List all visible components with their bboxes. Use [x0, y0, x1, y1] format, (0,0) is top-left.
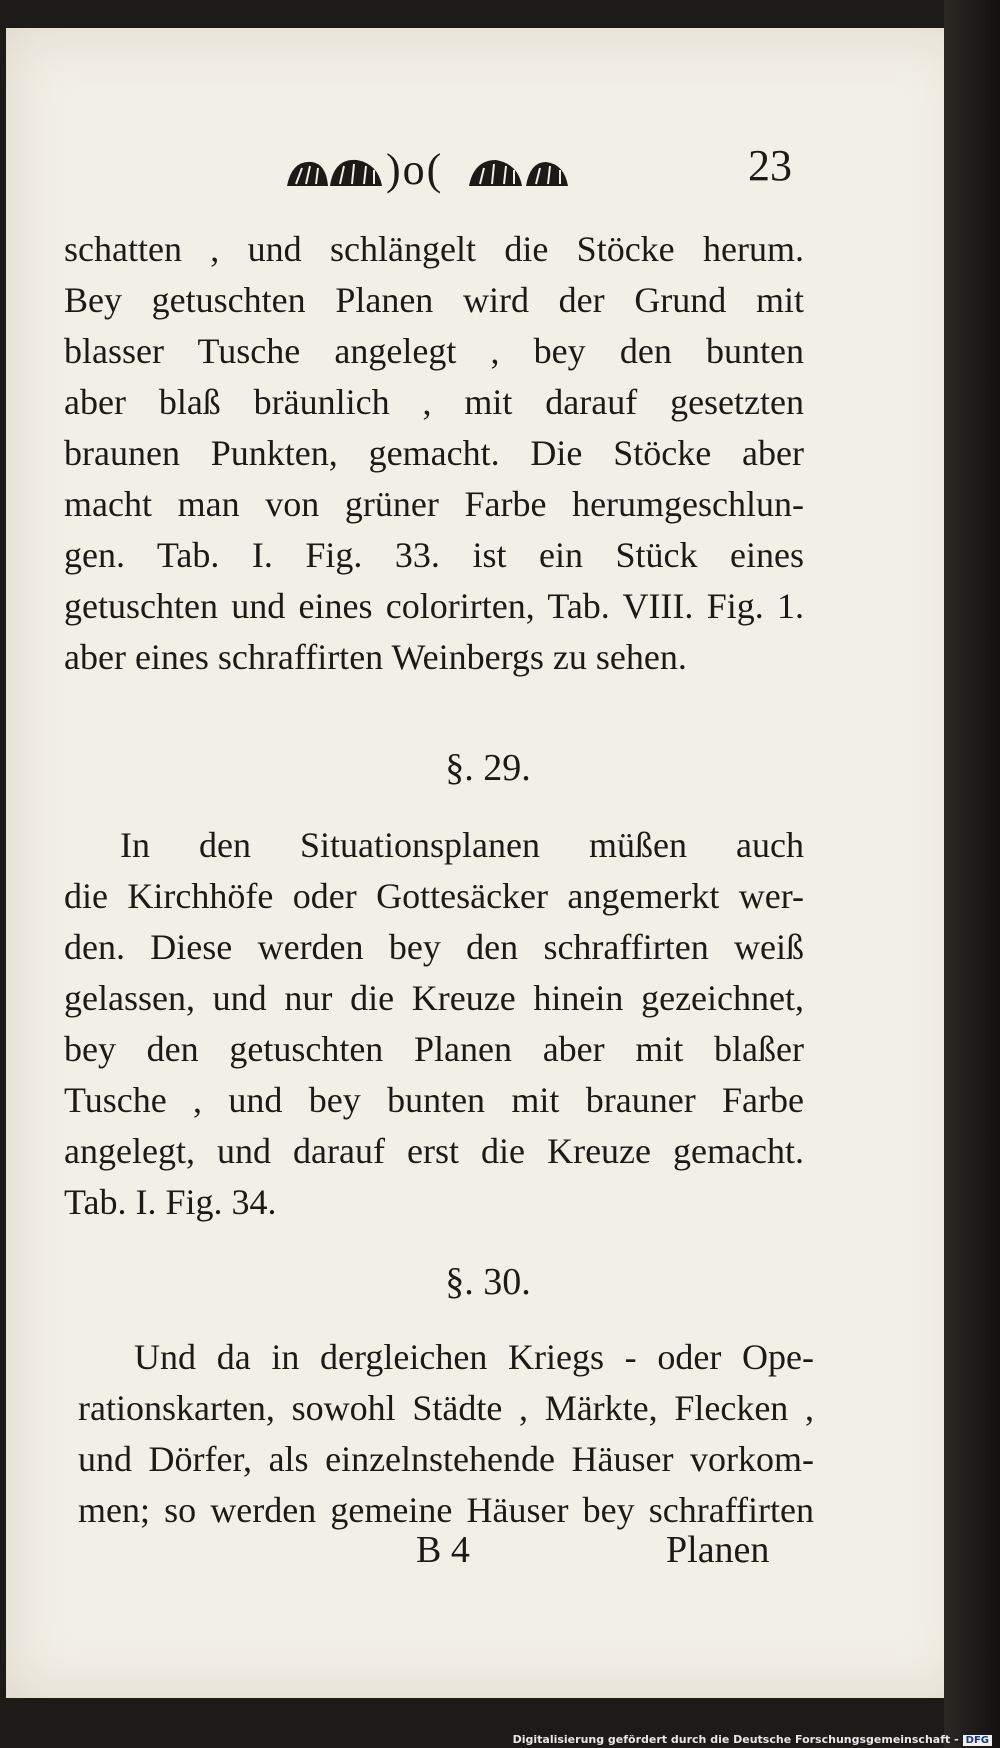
- signature-mark: B 4: [416, 1529, 470, 1571]
- text-line: getuschten und eines colorirten, Tab. VIII. Fig. 1.: [64, 586, 804, 626]
- digitization-credit: [513, 1733, 992, 1746]
- text-line: Bey getuschten Planen wird der Grund mit: [64, 280, 804, 320]
- section-heading-30: §. 30.: [445, 1261, 531, 1303]
- credit-text: Digitalisierung gefördert durch die Deutsche Forschungsgemeinschaft -: [512, 1733, 959, 1746]
- text-line: die Kirchhöfe oder Gottesäcker angemerkt wer-: [64, 876, 804, 916]
- text-line: schatten , und schlängelt die Stöcke herum.: [64, 229, 804, 269]
- text-line: blasser Tusche angelegt , bey den bunten: [64, 331, 804, 371]
- text-line: den. Diese werden bey den schraffirten weiß: [64, 927, 804, 967]
- text-line: bey den getuschten Planen aber mit blaßer: [64, 1029, 804, 1069]
- text-line: und Dörfer, als einzelnstehende Häuser vorkom-: [78, 1439, 814, 1479]
- book-spine-edge: [944, 0, 1000, 1748]
- catchword: Planen: [666, 1529, 770, 1571]
- text-line: men; so werden gemeine Häuser bey schraffirten: [78, 1490, 814, 1530]
- text-line: braunen Punkten, gemacht. Die Stöcke aber: [64, 433, 804, 473]
- text-line: gelassen, und nur die Kreuze hinein gezeichnet,: [64, 978, 804, 1018]
- text-line: Und da in dergleichen Kriegs - oder Ope-: [134, 1337, 814, 1377]
- text-line: Tab. I. Fig. 34.: [64, 1182, 277, 1222]
- text-line: aber blaß bräunlich , mit darauf gesetzten: [64, 382, 804, 422]
- text-line: angelegt, und darauf erst die Kreuze gemacht.: [64, 1131, 804, 1171]
- left-shell-ornament-icon: [282, 146, 392, 206]
- text-line: In den Situationsplanen müßen auch: [120, 825, 804, 865]
- page-number: 23: [748, 141, 792, 190]
- text-line: aber eines schraffirten Weinbergs zu sehen.: [64, 637, 687, 677]
- paragraph-3: [78, 1332, 814, 1536]
- header-center-ornament: )o(: [386, 145, 444, 194]
- section-heading-29: §. 29.: [445, 747, 531, 789]
- text-line: gen. Tab. I. Fig. 33. ist ein Stück eines: [64, 535, 804, 575]
- paragraph-2: [64, 820, 804, 1228]
- text-line: macht man von grüner Farbe herumgeschlun-: [64, 484, 804, 524]
- paragraph-1: [64, 224, 804, 683]
- text-line: rationskarten, sowohl Städte , Märkte, Flecken ,: [78, 1388, 814, 1428]
- right-shell-ornament-icon: [464, 146, 574, 206]
- book-page: [6, 28, 970, 1698]
- dfg-logo: DFG: [963, 1735, 992, 1746]
- text-line: Tusche , und bey bunten mit brauner Farbe: [64, 1080, 804, 1120]
